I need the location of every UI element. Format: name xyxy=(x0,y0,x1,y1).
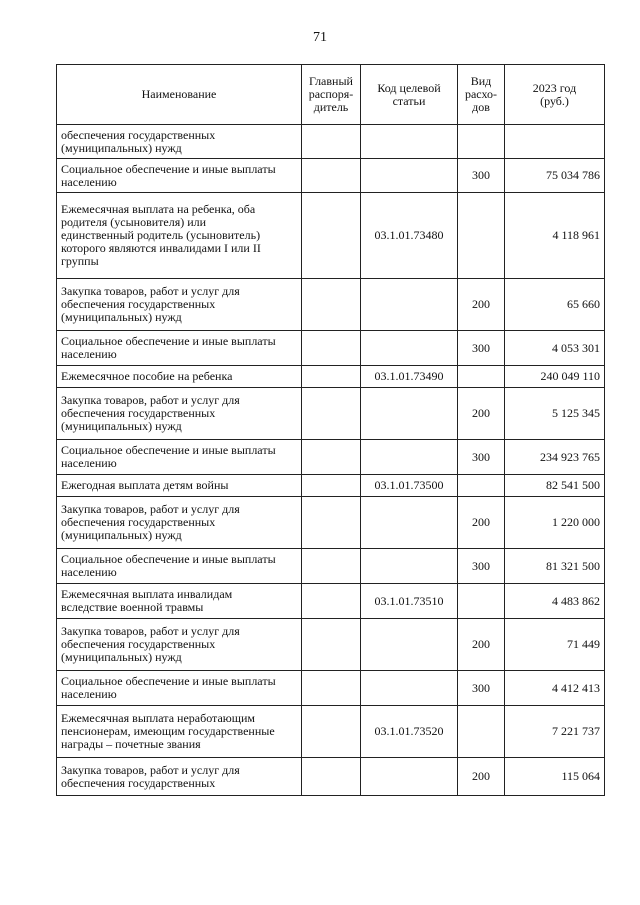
cell-target-code: 03.1.01.73520 xyxy=(361,706,458,758)
cell-name xyxy=(57,193,302,279)
header-main-manager xyxy=(302,65,361,125)
cell-expense-kind xyxy=(458,706,505,758)
cell-main-manager xyxy=(302,125,361,159)
cell-target-code xyxy=(361,331,458,366)
header-amount-line2: (руб.) xyxy=(540,93,569,108)
cell-amount: 7 221 737 xyxy=(505,706,605,758)
cell-name-line: родителя (усыновителя) или xyxy=(61,215,207,229)
cell-name-line: единственный родитель (усыновитель) xyxy=(61,228,261,242)
cell-main-manager xyxy=(302,497,361,549)
header-target-code xyxy=(361,65,458,125)
cell-name-line: которого являются инвалидами I или II xyxy=(61,241,261,255)
cell-name xyxy=(57,758,302,796)
header-amount-2023 xyxy=(505,65,605,125)
cell-name-line: Социальное обеспечение и иные выплаты xyxy=(61,552,276,566)
cell-target-code xyxy=(361,671,458,706)
cell-main-manager xyxy=(302,388,361,440)
cell-main-manager xyxy=(302,193,361,279)
cell-expense-kind: 200 xyxy=(458,388,505,440)
cell-name xyxy=(57,584,302,619)
cell-expense-kind: 300 xyxy=(458,549,505,584)
cell-amount: 4 053 301 xyxy=(505,331,605,366)
cell-name-line: Ежемесячная выплата неработающим xyxy=(61,711,255,725)
cell-name-line: Ежемесячная выплата на ребенка, оба xyxy=(61,202,256,216)
table-row xyxy=(57,388,605,440)
cell-expense-kind: 300 xyxy=(458,331,505,366)
table-row xyxy=(57,497,605,549)
cell-name-line: населению xyxy=(61,456,117,470)
cell-expense-kind: 300 xyxy=(458,159,505,193)
cell-name-line: пенсионерам, имеющим государственные xyxy=(61,724,275,738)
cell-main-manager xyxy=(302,279,361,331)
header-amount-line1: 2023 год xyxy=(532,80,577,95)
cell-target-code: 03.1.01.73510 xyxy=(361,584,458,619)
cell-name-line: Социальное обеспечение и иные выплаты xyxy=(61,674,276,688)
cell-expense-kind: 200 xyxy=(458,279,505,331)
header-kind-line3: дов xyxy=(472,100,490,114)
header-expense-kind xyxy=(458,65,505,125)
cell-target-code xyxy=(361,758,458,796)
cell-name-line: Социальное обеспечение и иные выплаты xyxy=(61,161,276,176)
cell-amount: 82 541 500 xyxy=(505,475,605,497)
cell-name xyxy=(57,366,302,388)
cell-name-line: населению xyxy=(61,687,117,701)
cell-target-code xyxy=(361,388,458,440)
cell-amount: 1 220 000 xyxy=(505,497,605,549)
cell-main-manager xyxy=(302,331,361,366)
cell-name-line: (муниципальных) нужд xyxy=(61,528,182,542)
table-row xyxy=(57,193,605,279)
cell-name-line: Ежемесячная выплата инвалидам xyxy=(61,587,233,601)
cell-name-line: обеспечения государственных xyxy=(61,637,216,651)
table-row xyxy=(57,125,605,159)
cell-name-line: Закупка товаров, работ и услуг для xyxy=(61,762,240,777)
budget-table xyxy=(56,64,605,796)
cell-main-manager xyxy=(302,475,361,497)
table-row xyxy=(57,584,605,619)
cell-name-line: Закупка товаров, работ и услуг для xyxy=(61,624,240,638)
header-kind-line1: Вид xyxy=(470,74,492,88)
header-name xyxy=(57,65,302,125)
cell-main-manager xyxy=(302,671,361,706)
cell-target-code xyxy=(361,279,458,331)
table-row xyxy=(57,706,605,758)
cell-name-line: Закупка товаров, работ и услуг для xyxy=(61,393,240,407)
cell-main-manager xyxy=(302,366,361,388)
cell-expense-kind xyxy=(458,475,505,497)
cell-name-line: населению xyxy=(61,565,117,579)
cell-name-line: обеспечения государственных xyxy=(61,775,216,790)
cell-name-line: Ежемесячное пособие на ребенка xyxy=(61,369,233,383)
cell-name-line: Закупка товаров, работ и услуг для xyxy=(61,284,240,298)
table-row xyxy=(57,159,605,193)
cell-name xyxy=(57,549,302,584)
cell-name-line: населению xyxy=(61,174,117,189)
cell-amount: 4 118 961 xyxy=(505,193,605,279)
cell-name-line: обеспечения государственных xyxy=(61,297,216,311)
cell-expense-kind xyxy=(458,125,505,159)
table-row xyxy=(57,331,605,366)
header-main-manager-line3: дитель xyxy=(313,100,349,114)
cell-name xyxy=(57,331,302,366)
cell-target-code xyxy=(361,549,458,584)
cell-name xyxy=(57,279,302,331)
cell-name-line: Социальное обеспечение и иные выплаты xyxy=(61,443,276,457)
cell-main-manager xyxy=(302,440,361,475)
cell-name xyxy=(57,497,302,549)
cell-name-line: награды – почетные звания xyxy=(61,737,201,751)
table-header-row xyxy=(57,65,605,125)
cell-target-code xyxy=(361,125,458,159)
cell-main-manager xyxy=(302,584,361,619)
cell-expense-kind: 200 xyxy=(458,758,505,796)
cell-expense-kind: 200 xyxy=(458,619,505,671)
table-row xyxy=(57,475,605,497)
cell-name-line: (муниципальных) нужд xyxy=(61,650,182,664)
table-row xyxy=(57,440,605,475)
cell-target-code: 03.1.01.73500 xyxy=(361,475,458,497)
cell-amount: 75 034 786 xyxy=(505,159,605,193)
cell-name-line: (муниципальных) нужд xyxy=(61,140,182,155)
cell-amount: 71 449 xyxy=(505,619,605,671)
cell-target-code xyxy=(361,159,458,193)
cell-expense-kind xyxy=(458,584,505,619)
cell-name xyxy=(57,706,302,758)
cell-amount: 115 064 xyxy=(505,758,605,796)
table-row xyxy=(57,366,605,388)
cell-main-manager xyxy=(302,619,361,671)
cell-amount: 65 660 xyxy=(505,279,605,331)
cell-name-line: (муниципальных) нужд xyxy=(61,310,182,324)
cell-main-manager xyxy=(302,758,361,796)
cell-target-code: 03.1.01.73490 xyxy=(361,366,458,388)
header-code-line1: Код целевой xyxy=(377,80,441,95)
cell-name-line: вследствие военной травмы xyxy=(61,600,204,614)
cell-amount: 81 321 500 xyxy=(505,549,605,584)
cell-expense-kind: 300 xyxy=(458,440,505,475)
cell-name xyxy=(57,475,302,497)
cell-target-code: 03.1.01.73480 xyxy=(361,193,458,279)
cell-name xyxy=(57,159,302,193)
table-row xyxy=(57,619,605,671)
cell-name-line: группы xyxy=(61,254,99,268)
table-row xyxy=(57,279,605,331)
cell-main-manager xyxy=(302,549,361,584)
header-main-manager-line1: Главный xyxy=(309,74,353,88)
header-kind-line2: расхо- xyxy=(464,87,498,101)
cell-name-line: обеспечения государственных xyxy=(61,127,216,142)
cell-target-code xyxy=(361,440,458,475)
table-body xyxy=(57,125,605,796)
cell-amount xyxy=(505,125,605,159)
header-main-manager-line2: распоря- xyxy=(308,87,354,101)
cell-amount: 240 049 110 xyxy=(505,366,605,388)
cell-name xyxy=(57,388,302,440)
cell-amount: 4 483 862 xyxy=(505,584,605,619)
cell-name-line: Закупка товаров, работ и услуг для xyxy=(61,502,240,516)
cell-name-line: обеспечения государственных xyxy=(61,515,216,529)
cell-name-line: обеспечения государственных xyxy=(61,406,216,420)
cell-name xyxy=(57,619,302,671)
cell-name-line: населению xyxy=(61,347,117,361)
cell-name-line: Социальное обеспечение и иные выплаты xyxy=(61,334,276,348)
header-code-line2: статьи xyxy=(392,93,426,108)
cell-amount: 4 412 413 xyxy=(505,671,605,706)
cell-name-line: Ежегодная выплата детям войны xyxy=(61,478,229,492)
cell-expense-kind xyxy=(458,193,505,279)
cell-name xyxy=(57,125,302,159)
cell-amount: 234 923 765 xyxy=(505,440,605,475)
cell-target-code xyxy=(361,619,458,671)
cell-main-manager xyxy=(302,159,361,193)
table-row xyxy=(57,758,605,796)
cell-name-line: (муниципальных) нужд xyxy=(61,419,182,433)
cell-expense-kind xyxy=(458,366,505,388)
cell-target-code xyxy=(361,497,458,549)
cell-amount: 5 125 345 xyxy=(505,388,605,440)
page-number: 71 xyxy=(313,30,327,45)
table-row xyxy=(57,549,605,584)
table-row xyxy=(57,671,605,706)
cell-main-manager xyxy=(302,706,361,758)
cell-name xyxy=(57,671,302,706)
cell-expense-kind: 200 xyxy=(458,497,505,549)
header-name-label: Наименование xyxy=(141,87,217,101)
cell-name xyxy=(57,440,302,475)
cell-expense-kind: 300 xyxy=(458,671,505,706)
